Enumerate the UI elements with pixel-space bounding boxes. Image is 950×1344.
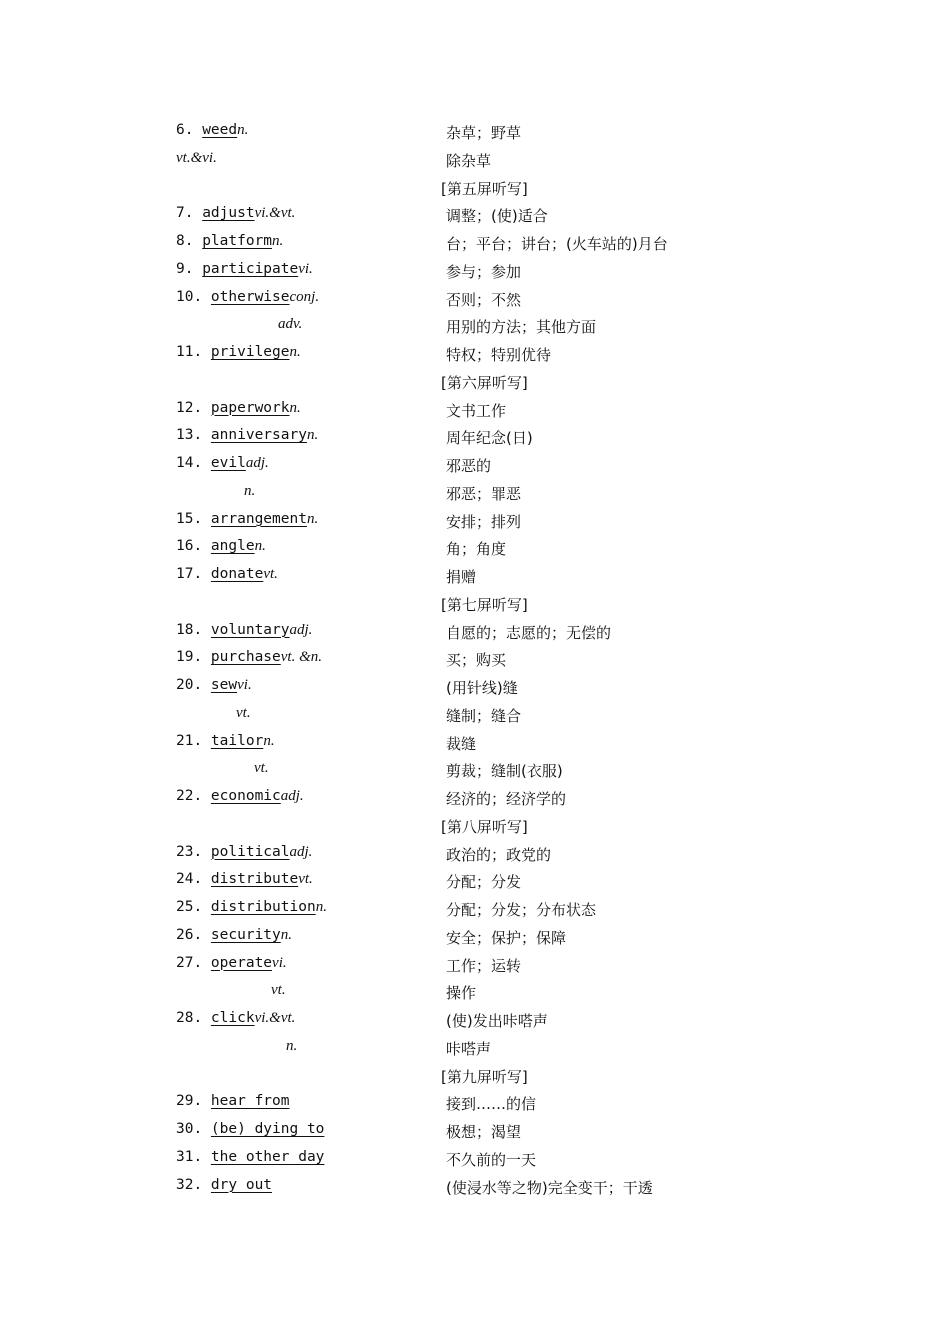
entry-number: 15. [176,510,211,527]
entry-term [176,844,312,861]
entry-meaning: 用别的方法；其他方面 [446,318,597,337]
entry-number: 7. [176,205,203,222]
vocab-entry [0,118,950,146]
entry-term [176,649,322,666]
vocab-entry [0,396,950,424]
entry-word: economic [210,788,281,804]
entry-term [176,788,304,805]
entry-meaning: 除杂草 [446,151,492,170]
entry-term [176,1177,272,1193]
part-of-speech: n. [289,399,301,416]
entry-meaning: 特权；特别优待 [446,346,552,364]
vocab-entry [0,1089,950,1117]
entry-meaning: 买；购买 [446,651,507,670]
part-of-speech: conj. [289,288,320,305]
entry-meaning: 经济的；经济学的 [446,790,567,808]
entry-meaning: 角；角度 [446,540,507,559]
part-of-speech: vt. &n. [280,649,323,666]
vocab-entry [0,1145,950,1173]
part-of-speech: n. [280,926,293,943]
entry-meaning: 接到……的信 [446,1095,537,1114]
vocab-entry [0,840,950,868]
entry-word: sew [210,677,238,693]
entry-term [176,455,269,472]
entry-meaning: 否则；不然 [446,290,522,309]
entry-term [176,261,313,278]
entry-term [176,1121,324,1137]
vocab-entry [0,534,950,562]
part-of-speech: vi. [272,954,287,971]
entry-number: 14. [176,455,211,471]
entry-word: operate [210,954,273,971]
entry-meaning: 极想；渴望 [446,1123,522,1141]
entry-number: 6. [176,122,203,138]
vocab-entry [0,562,950,590]
entry-number: 25. [176,899,211,915]
entry-meaning: (用针线)缝 [446,679,518,697]
entry-meaning: 不久前的一天 [446,1150,537,1169]
entry-word: purchase [210,649,281,666]
vocab-entry [0,784,950,812]
entry-number: 26. [176,926,211,943]
part-of-speech: n. [315,899,327,915]
entry-word: weed [202,122,238,138]
entry-term [286,1038,297,1055]
entry-word: participate [202,260,299,277]
vocab-entry [0,867,950,895]
vocab-entry [0,146,950,174]
vocab-entry [0,285,950,313]
entry-meaning: 缝制；缝合 [446,706,522,725]
vocab-entry [0,1006,950,1034]
entry-word: angle [210,538,255,555]
entry-number: 16. [176,538,211,555]
entry-word: the other day [210,1148,325,1165]
part-of-speech: n. [272,233,284,249]
entry-term [176,566,278,583]
entry-word: otherwise [210,288,290,305]
entry-number: 20. [176,677,211,693]
entry-number: 24. [176,871,211,888]
entry-number: 28. [176,1010,211,1026]
part-of-speech: n. [286,1037,298,1054]
vocab-entry [0,701,950,729]
part-of-speech: n. [306,427,319,444]
entry-word: tailor [210,732,264,749]
entry-number: 30. [176,1121,211,1137]
part-of-speech: adv. [278,316,303,333]
part-of-speech: adj. [280,788,304,804]
section-heading: [第五屏听写] [441,179,528,198]
entry-meaning: 邪恶的 [446,457,492,475]
entry-word: hear from [210,1093,290,1110]
vocab-entry [0,507,950,535]
section-heading: [第七屏听写] [441,595,528,614]
entry-term [176,400,301,417]
part-of-speech: vt.&vi. [176,149,217,166]
entry-number: 29. [176,1093,211,1110]
part-of-speech: adj. [245,455,269,471]
part-of-speech: vt. [263,566,278,582]
vocab-entry [0,1034,950,1062]
entry-word: distribution [210,899,316,915]
section-heading: [第九屏听写] [441,1067,528,1086]
vocab-entry [0,479,950,507]
entry-term [176,677,252,694]
vocab-entry [0,618,950,646]
entry-meaning: 政治的；政党的 [446,845,552,864]
entry-meaning: 文书工作 [446,401,507,420]
part-of-speech: n. [263,732,275,749]
vocab-entry [0,423,950,451]
entry-term [176,1093,290,1109]
entry-number: 11. [176,344,211,360]
entry-meaning: 咔嗒声 [446,1039,492,1058]
entry-meaning: 台；平台；讲台；(火车站的)月台 [446,235,668,253]
part-of-speech: vt. [254,760,269,777]
entry-word: anniversary [210,427,307,444]
entry-word: dry out [210,1176,273,1193]
entry-term [176,150,217,167]
part-of-speech: vi. [237,677,252,693]
entry-term [236,705,251,722]
entry-meaning: 杂草；野草 [446,124,522,142]
vocab-entry [0,229,950,257]
entry-word: platform [202,233,273,249]
entry-term [176,538,266,555]
entry-meaning: 捐赠 [446,568,477,586]
entry-term [176,622,312,639]
entry-term [244,483,255,500]
entry-number: 27. [176,954,211,971]
entry-number: 23. [176,843,211,860]
entry-word: privilege [210,344,290,360]
entry-number: 22. [176,788,211,804]
vocab-entry [0,340,950,368]
part-of-speech: n. [237,122,249,138]
vocab-entry [0,951,950,979]
entry-number: 19. [176,649,211,666]
entry-meaning: 裁缝 [446,734,477,753]
entry-term [176,427,318,444]
entry-meaning: 邪恶；罪恶 [446,484,522,503]
entry-term [278,316,302,333]
entry-number: 10. [176,288,211,305]
section-heading-row [0,590,950,618]
entry-meaning: 分配；分发 [446,873,522,892]
vocab-entry [0,895,950,923]
vocab-entry [0,645,950,673]
entry-number: 9. [176,260,203,277]
entry-meaning: 操作 [446,984,477,1003]
entry-number: 31. [176,1148,211,1165]
part-of-speech: vt. [271,982,286,999]
vocab-entry [0,729,950,757]
entry-word: adjust [202,205,255,222]
entry-word: voluntary [210,621,290,638]
entry-term [176,344,301,361]
entry-word: evil [210,455,246,471]
entry-term [176,511,318,528]
entry-term [254,760,269,777]
entry-number: 12. [176,399,211,416]
section-heading-row [0,812,950,840]
entry-word: political [210,843,290,860]
entry-meaning: 安排；排列 [446,512,522,531]
entry-meaning: 参与；参加 [446,262,522,281]
vocab-entry [0,451,950,479]
entry-number: 18. [176,621,211,638]
entry-number: 32. [176,1176,211,1193]
part-of-speech: vt. [236,704,251,721]
section-heading-row [0,174,950,202]
entry-term [176,122,248,139]
entry-term [176,871,313,888]
vocab-entry [0,1117,950,1145]
section-heading: [第六屏听写] [441,373,528,392]
entry-number: 21. [176,732,211,749]
part-of-speech: adj. [289,843,313,860]
entry-meaning: 周年纪念(日) [446,429,533,448]
entry-word: arrangement [210,510,307,527]
entry-meaning: (使浸水等之物)完全变干；干透 [446,1178,653,1197]
vocab-entry [0,201,950,229]
entry-number: 17. [176,566,211,582]
entry-word: (be) dying to [210,1121,325,1137]
vocab-entry [0,312,950,340]
entry-word: distribute [210,871,299,888]
vocabulary-list [0,118,950,1200]
entry-meaning: 工作；运转 [446,956,522,975]
vocab-entry [0,756,950,784]
part-of-speech: vi.&vt. [254,1010,296,1026]
entry-term [176,205,295,222]
entry-term [176,1149,324,1165]
part-of-speech: n. [244,482,256,499]
vocab-entry [0,1173,950,1201]
section-heading-row [0,1062,950,1090]
entry-meaning: 剪裁；缝制(衣服) [446,762,563,781]
entry-term [176,899,327,916]
section-heading: [第八屏听写] [441,817,528,836]
entry-term [176,1010,295,1027]
entry-word: click [210,1010,255,1026]
section-heading-row [0,368,950,396]
entry-meaning: 安全；保护；保障 [446,928,567,947]
part-of-speech: n. [289,344,301,360]
entry-meaning: (使)发出咔嗒声 [446,1012,548,1030]
part-of-speech: vt. [298,871,313,888]
entry-word: security [210,926,281,943]
part-of-speech: vi.&vt. [254,205,296,222]
entry-term [176,733,275,750]
entry-term [271,982,286,999]
part-of-speech: vi. [298,260,313,277]
entry-number: 8. [176,233,203,249]
entry-meaning: 调整；(使)适合 [446,207,548,226]
entry-word: paperwork [210,399,290,416]
part-of-speech: adj. [289,621,313,638]
entry-word: donate [210,566,264,582]
entry-term [176,955,287,972]
vocab-entry [0,923,950,951]
vocab-entry [0,673,950,701]
entry-meaning: 分配；分发；分布状态 [446,901,597,919]
entry-term [176,927,292,944]
entry-term [176,233,283,250]
vocab-entry [0,257,950,285]
entry-meaning: 自愿的；志愿的；无偿的 [446,623,612,642]
part-of-speech: n. [254,538,266,555]
entry-term [176,289,319,306]
part-of-speech: n. [306,510,319,527]
vocab-entry [0,978,950,1006]
entry-number: 13. [176,427,211,444]
